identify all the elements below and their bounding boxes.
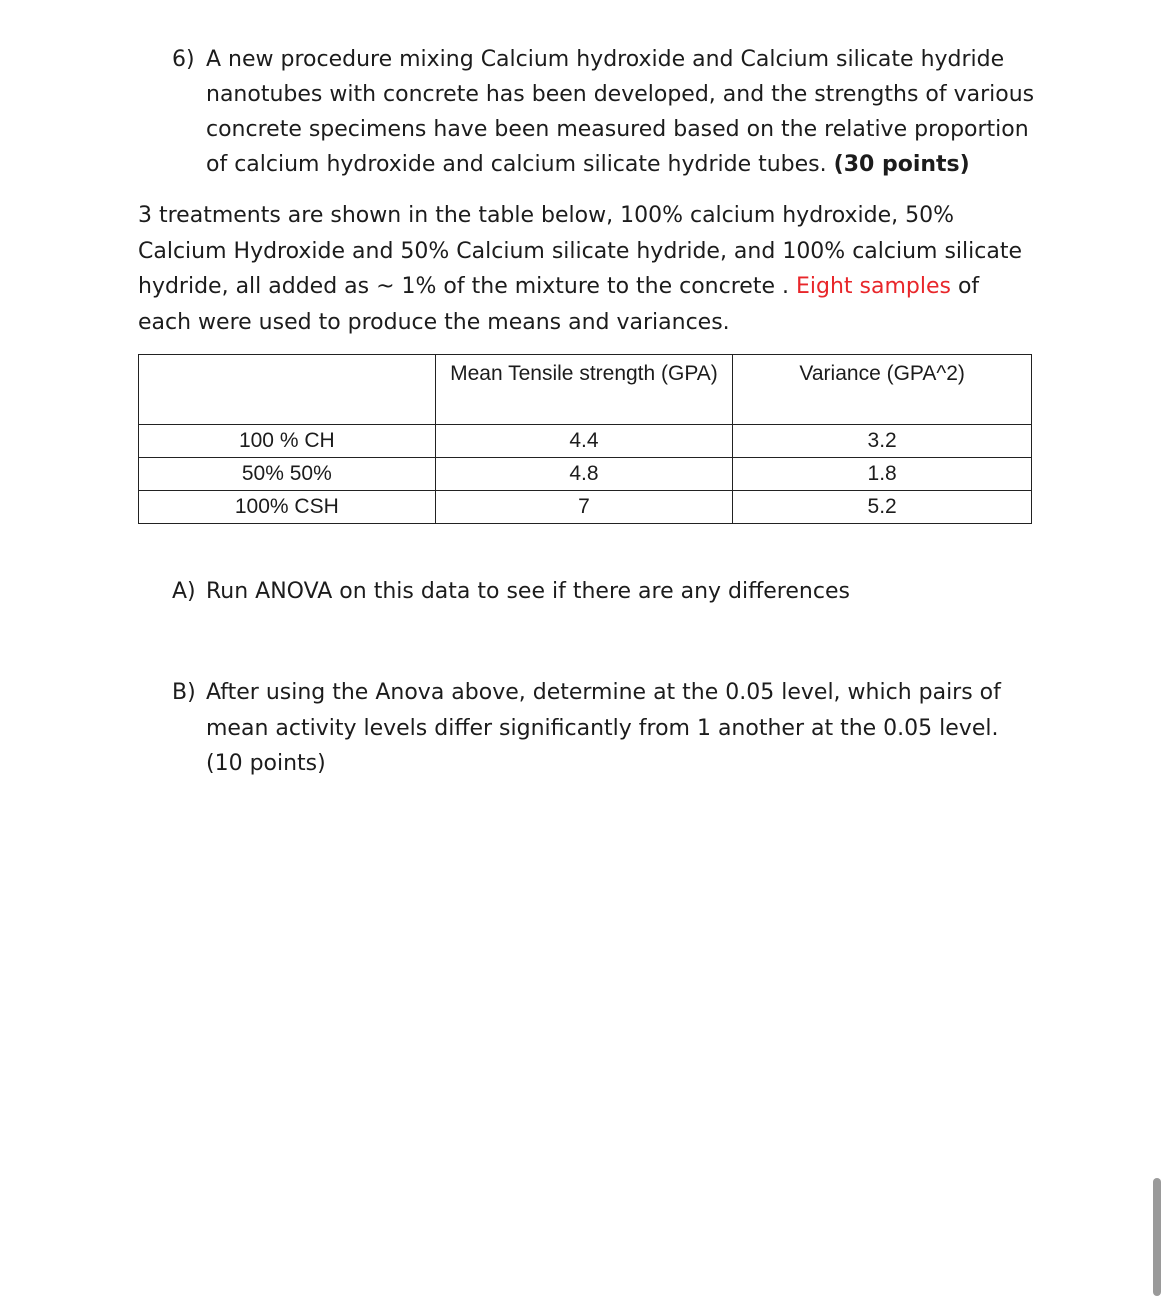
table-cell: 4.8 [435, 458, 733, 491]
table-cell: 3.2 [733, 425, 1032, 458]
table-cell: 7 [435, 491, 733, 524]
question-text [206, 42, 1042, 182]
table-cell: 50% 50% [139, 458, 436, 491]
intro-paragraph [138, 198, 1038, 340]
part-b [172, 675, 1042, 782]
table-header-row [139, 355, 1032, 425]
table-cell: 5.2 [733, 491, 1032, 524]
question-number: 6) [172, 47, 195, 72]
intro-text-after: of each were used to produce the means and variances. [138, 274, 980, 335]
table-cell: 100% CSH [139, 491, 436, 524]
question-body: A new procedure mixing Calcium hydroxide and Calcium silicate hydride nanotubes with concrete has been developed, and the strengths of various concrete specimens have been measured based on the relative proportion of calcium hydroxide and calcium silicate hydride tubes. [206, 47, 1035, 177]
part-b-text: After using the Anova above, determine at the 0.05 level, which pairs of mean activity levels differ significantly from 1 another at the 0.05 level. (10 points) [206, 680, 1001, 776]
part-a-label: A) [172, 579, 196, 604]
table-cell: 100 % CH [139, 425, 436, 458]
part-a [172, 574, 1042, 610]
table-row [139, 458, 1032, 491]
data-table [138, 354, 1032, 524]
intro-text-before: 3 treatments are shown in the table below, 100% calcium hydroxide, 50% Calcium Hydroxide and 50% Calcium silicate hydride, and 100% calcium silicate hydride, all added as ~ 1% of the mixture to the concrete . [138, 203, 1023, 299]
question-block [172, 42, 1042, 182]
table-cell: 4.4 [435, 425, 733, 458]
scrollbar-thumb[interactable] [1153, 1178, 1161, 1296]
part-a-text: Run ANOVA on this data to see if there are any differences [206, 579, 850, 604]
table-header-cell [139, 355, 436, 425]
table-header-cell: Variance (GPA^2) [733, 355, 1032, 425]
question-points: (30 points) [833, 152, 970, 177]
intro-highlight: Eight samples [795, 274, 951, 299]
table-cell: 1.8 [733, 458, 1032, 491]
table-row [139, 425, 1032, 458]
part-b-label: B) [172, 680, 196, 705]
table-row [139, 491, 1032, 524]
table-header-cell: Mean Tensile strength (GPA) [435, 355, 733, 425]
